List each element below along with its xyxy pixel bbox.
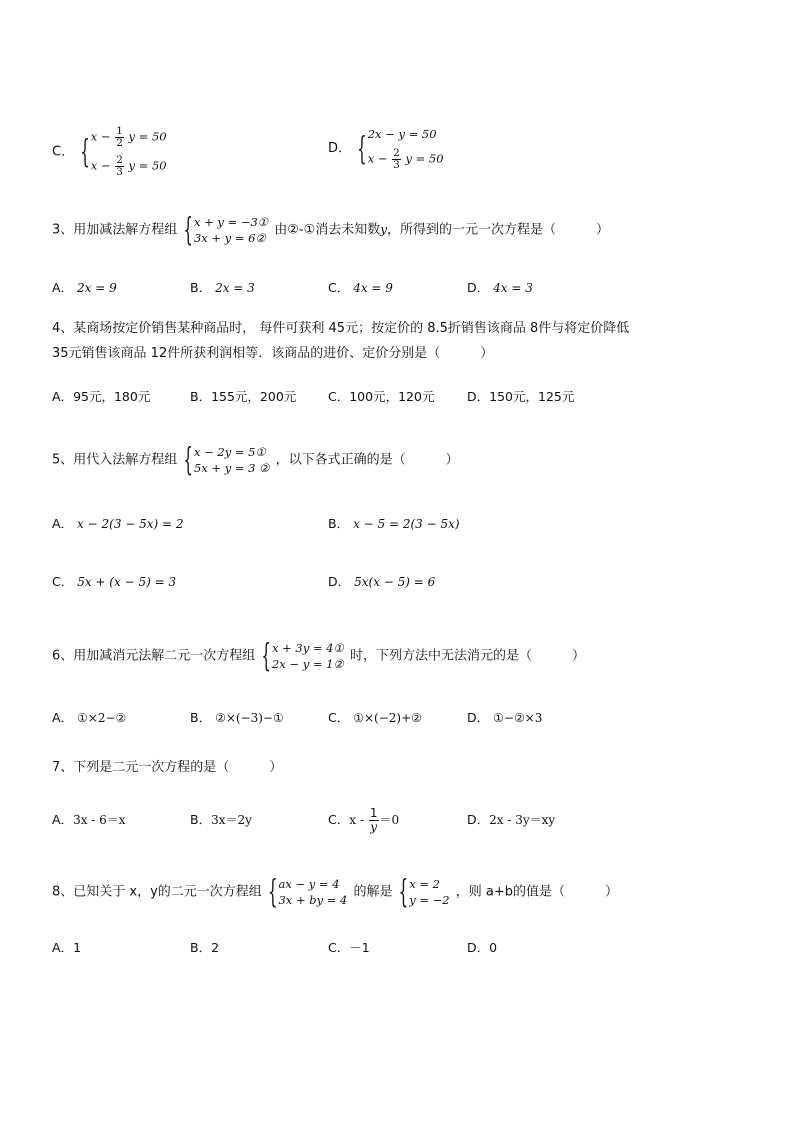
question-text: ，所得到的一元一次方程是（ [387,222,557,238]
equation-row: 2x − y = 1② [271,657,344,671]
q2-option-d [328,126,446,171]
equation-row: 5x + y = 3 ② [193,461,270,475]
brace-icon: { [183,211,193,249]
brace-icon: { [261,637,271,675]
q4-option-b[interactable]: B．155元，200元 [190,389,297,404]
q5-option-c[interactable]: C． 5x + (x − 5) = 3 [52,574,177,589]
q7-option-c[interactable]: C．x - $\frac{1}{y}$ ＝0 [328,806,400,834]
equation-row: x − 2y = 5① [193,445,266,459]
question-6: 6、用加减消元法解二元一次方程组 { x + 3y = 4① 2x − y = 1② 时，下列方法中无法消元的是（ ） [52,637,585,675]
q8-option-b[interactable]: B．2 [190,940,220,955]
equation-row: y = −2 [409,893,450,907]
q8-option-c[interactable]: C．－1 [328,940,370,955]
question-text: 时，下列方法中无法消元的是（ [349,648,532,664]
q5-option-b[interactable]: B． x − 5 = 2(3 − 5x) [328,516,460,531]
question-7: 7、下列是二元一次方程的是（ ） [52,760,283,775]
q7-option-b[interactable]: B．3x＝2y [190,812,252,827]
q7-option-d[interactable]: D．2x - 3y＝xy [467,812,556,827]
equation-row: x + 3y = 4① [271,641,344,655]
q3-option-d[interactable]: D． 4x = 3 [467,280,533,295]
equation-system [80,126,166,178]
q6-option-a[interactable]: A． ①×2−② [52,710,127,725]
equation-row: 3x + by = 4 [278,893,348,907]
brace-icon: { [80,133,90,171]
brace-icon: { [183,441,193,479]
equation-system [261,637,344,675]
brace-icon: { [267,873,278,911]
q8-option-a[interactable]: A．1 [52,940,82,955]
equation-system [183,211,269,249]
question-8: 8、已知关于 x，y的二元一次方程组 { ax − y = 4 3x + by = 4 的解是 { x = 2 y = −2 ，则 a+b的值是（ ） [52,873,619,911]
q3-option-a[interactable]: A． 2x = 9 [52,280,117,295]
q6-option-d[interactable]: D． ①−②×3 [467,710,543,725]
equation-system [267,873,348,911]
equation-system [183,441,270,479]
q2-option-c [52,126,169,178]
q4-option-c[interactable]: C．100元，120元 [328,389,435,404]
question-text: 8、已知关于 x，y的二元一次方程组 [52,884,262,900]
question-4-line-2: 35元销售该商品 12件所获利润相等．该商品的进价、定价分别是（ ） [52,346,494,361]
equation-row: x − $\frac{2}{3}$ y = 50 [90,154,167,178]
q6-option-c[interactable]: C． ①×(−2)+② [328,710,422,725]
option-label: C． [52,144,75,160]
equation-row: x − $\frac{2}{3}$ y = 50 [367,147,444,171]
equation-row: x = 2 [409,877,440,891]
q4-option-a[interactable]: A．95元，180元 [52,389,151,404]
equation-row: ax − y = 4 [278,877,340,891]
brace-icon: { [357,129,367,168]
equation-row: 3x + y = 6② [193,231,266,245]
question-4-line-1: 4、某商场按定价销售某种商品时， 每件可获利 45元；按定价的 8.5折销售该商品 8件与将定价降低 [52,321,630,336]
equation-system [357,126,443,171]
equation-row: 2x − y = 50 [367,127,437,141]
q7-option-a[interactable]: A．3x - 6＝x [52,812,126,827]
option-label: D． [328,141,352,156]
equation-row: x + y = −3① [193,215,269,229]
solution-system [398,873,450,911]
equation-row: x − $\frac{1}{2}$ y = 50 [90,125,167,149]
question-text: 3、用加减法解方程组 [52,222,178,238]
q6-option-b[interactable]: B． ②×(−3)−① [190,710,284,725]
question-text: ，以下各式正确的是（ [275,452,406,468]
q3-option-c[interactable]: C． 4x = 9 [328,280,393,295]
question-text: 由②-①消去未知数 [274,222,381,238]
question-text: 6、用加减消元法解二元一次方程组 [52,648,256,664]
question-5: 5、用代入法解方程组 { x − 2y = 5① 5x + y = 3 ② ，以下各式正确的是（ ） [52,441,459,479]
q5-option-a[interactable]: A． x − 2(3 − 5x) = 2 [52,516,184,531]
q3-option-b[interactable]: B． 2x = 3 [190,280,255,295]
brace-icon: { [398,873,409,911]
q8-option-d[interactable]: D．0 [467,940,498,955]
question-3: 3、用加减法解方程组 { x + y = −3① 3x + y = 6② 由②-①消去未知数y，所得到的一元一次方程是（ ） [52,211,610,249]
question-text: 5、用代入法解方程组 [52,452,178,468]
q5-option-d[interactable]: D． 5x(x − 5) = 6 [328,574,436,589]
q4-option-d[interactable]: D．150元，125元 [467,389,575,404]
